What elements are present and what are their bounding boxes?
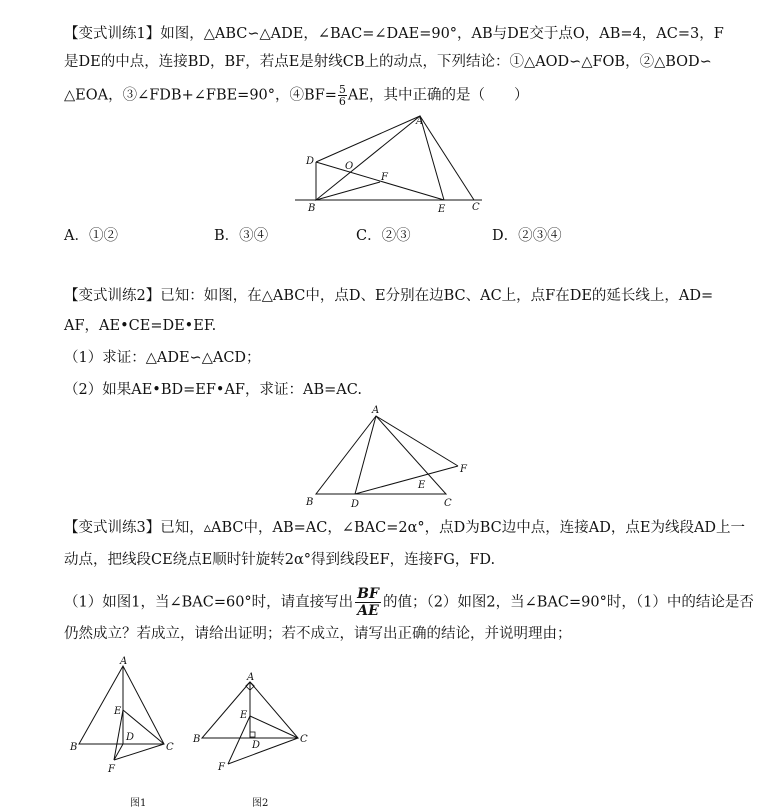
p1-option-c: C．②③	[356, 228, 411, 244]
p3-line-1: 【变式训练3】已知，▵ABC中，AB=AC，∠BAC=2α°，点D为BC边中点，连接AD，点E为线段AD上一	[64, 520, 746, 536]
p1-label-e: E	[438, 204, 446, 215]
p1-label-f: F	[381, 172, 388, 183]
p1-label-c: C	[472, 202, 480, 213]
p1-option-b: B．③④	[214, 228, 269, 244]
p2-line-1: 【变式训练2】已知：如图，在△ABC中，点D、E分别在边BC、AC上，点F在DE的延长线上，AD=	[64, 288, 714, 304]
p3-fig1-label-c: C	[166, 742, 174, 753]
p3-line-3-pre: （1）如图1，当∠BAC=60°时，请直接写出	[64, 594, 354, 611]
p3-fig2-label-f: F	[218, 762, 225, 773]
p3-figure-2	[192, 672, 312, 776]
p3-line-3-post: 的值；（2）如图2，当∠BAC=90°时，（1）中的结论是否	[382, 594, 754, 611]
p1-line-3-pre: △EOA，③∠FDB+∠FBE=90°，④BF=	[64, 87, 337, 104]
p3-fig1-label-d: D	[126, 732, 135, 743]
p1-line-2: 是DE的中点，连接BD，BF，若点E是射线CB上的动点，下列结论：①△AOD∽△FOB，②△BOD∽	[64, 54, 712, 70]
p3-fraction-den: AE	[357, 603, 379, 619]
p3-line-2: 动点，把线段CE绕点E顺时针旋转2α°得到线段EF，连接FG，FD.	[64, 552, 496, 568]
p3-fig2-label-c: C	[300, 734, 308, 745]
p1-line-1: 【变式训练1】如图，△ABC∽△ADE，∠BAC=∠DAE=90°，AB与DE交于点O，AB=4，AC=3，F	[64, 26, 724, 42]
p1-label-d: D	[306, 156, 315, 167]
p3-figure-1-caption: 图1	[130, 798, 147, 809]
p1-label-a: A	[416, 116, 424, 127]
p2-label-f: F	[460, 464, 467, 475]
p1-figure	[290, 112, 490, 216]
p3-fig1-label-b: B	[70, 742, 78, 753]
p3-line-3	[64, 586, 754, 619]
p1-option-a: A．①②	[64, 228, 118, 244]
p3-fig1-label-a: A	[120, 656, 128, 667]
p2-label-a: A	[372, 405, 380, 416]
p2-line-3: （1）求证：△ADE∽△ACD；	[64, 350, 261, 366]
p3-fig2-label-e: E	[240, 710, 248, 721]
p3-line-4: 仍然成立？若成立，请给出证明；若不成立，请写出正确的结论，并说明理由；	[64, 626, 572, 642]
p3-fig1-label-e: E	[114, 706, 122, 717]
p1-fraction-num: 5	[338, 83, 346, 96]
p1-line-3-post: AE，其中正确的是（ ）	[347, 87, 529, 104]
p3-fig2-label-a: A	[247, 672, 255, 683]
p3-figure-1	[66, 656, 186, 780]
p2-label-d: D	[351, 499, 360, 510]
p3-figure-2-caption: 图2	[252, 798, 269, 809]
p1-label-b: B	[308, 203, 316, 214]
p3-fig2-label-d: D	[252, 740, 261, 751]
p2-line-2: AF，AE•CE=DE•EF.	[64, 318, 217, 334]
p1-fraction-den: 6	[338, 95, 346, 108]
p2-label-e: E	[418, 480, 426, 491]
p3-fraction-num: BF	[357, 586, 379, 602]
p3-fig2-label-b: B	[193, 734, 201, 745]
p2-label-c: C	[444, 498, 452, 509]
p1-option-d: D．②③④	[492, 228, 562, 244]
p1-line-3	[64, 84, 528, 107]
p2-label-b: B	[306, 497, 314, 508]
p1-label-o: O	[345, 161, 354, 172]
p3-fraction	[355, 586, 381, 619]
p2-figure	[300, 402, 480, 510]
p3-fig1-label-f: F	[108, 764, 115, 775]
p2-line-4: （2）如果AE•BD=EF•AF，求证：AB=AC.	[64, 382, 362, 398]
p1-fraction	[338, 84, 347, 107]
